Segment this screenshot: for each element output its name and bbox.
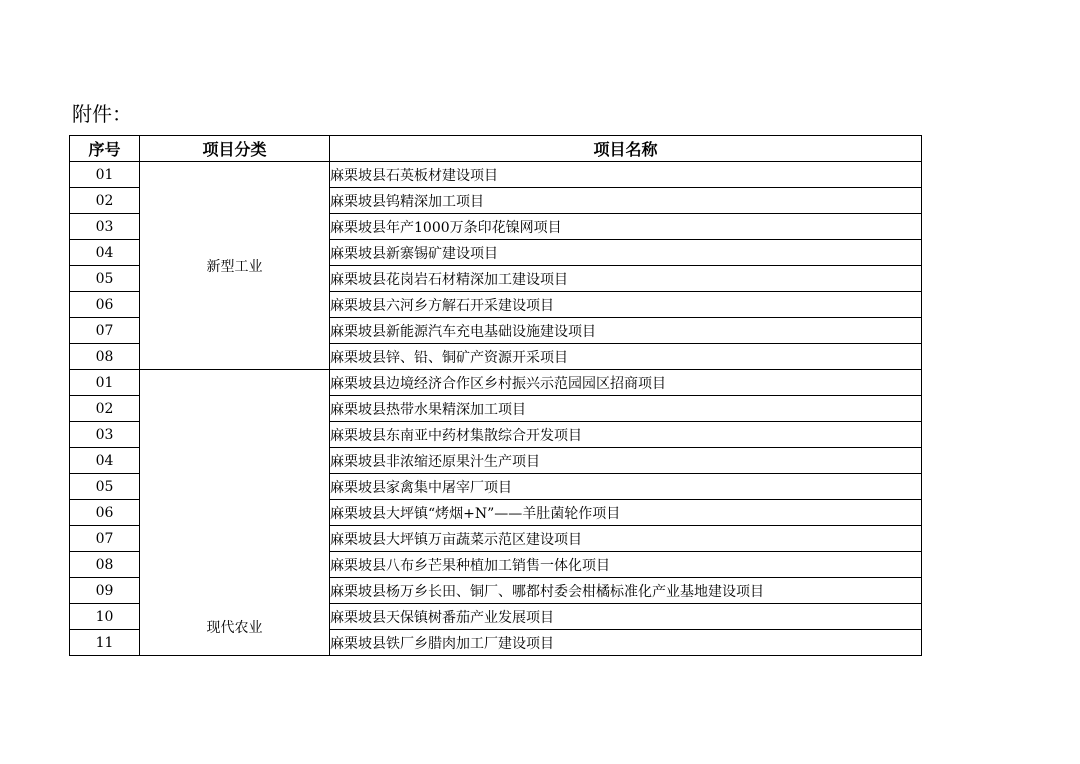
- row-name: 麻栗坡县铁厂乡腊肉加工厂建设项目: [330, 630, 922, 656]
- row-seq: 04: [70, 448, 140, 474]
- row-name: 麻栗坡县花岗岩石材精深加工建设项目: [330, 266, 922, 292]
- row-name: 麻栗坡县石英板材建设项目: [330, 162, 922, 188]
- row-name: 麻栗坡县杨万乡长田、铜厂、哪都村委会柑橘标准化产业基地建设项目: [330, 578, 922, 604]
- row-name: 麻栗坡县新寨锡矿建设项目: [330, 240, 922, 266]
- row-name: 麻栗坡县家禽集中屠宰厂项目: [330, 474, 922, 500]
- row-seq: 02: [70, 188, 140, 214]
- table-row: [70, 370, 922, 396]
- header-seq: 序号: [70, 136, 140, 162]
- row-name: 麻栗坡县锌、铅、铜矿产资源开采项目: [330, 344, 922, 370]
- row-seq: 03: [70, 422, 140, 448]
- row-seq: 02: [70, 396, 140, 422]
- row-seq: 03: [70, 214, 140, 240]
- category-cell: 现代农业: [140, 370, 330, 656]
- row-seq: 06: [70, 500, 140, 526]
- row-name: 麻栗坡县六河乡方解石开采建设项目: [330, 292, 922, 318]
- project-table: [69, 135, 922, 656]
- row-name: 麻栗坡县年产1000万条印花镍网项目: [330, 214, 922, 240]
- row-seq: 07: [70, 318, 140, 344]
- row-name: 麻栗坡县边境经济合作区乡村振兴示范园园区招商项目: [330, 370, 922, 396]
- row-seq: 10: [70, 604, 140, 630]
- row-seq: 01: [70, 370, 140, 396]
- header-name: 项目名称: [330, 136, 922, 162]
- table-header-row: [70, 136, 922, 162]
- row-seq: 07: [70, 526, 140, 552]
- row-seq: 08: [70, 552, 140, 578]
- row-seq: 05: [70, 266, 140, 292]
- attachment-label: 附件：: [72, 102, 132, 126]
- header-category: 项目分类: [140, 136, 330, 162]
- row-name: 麻栗坡县天保镇树番茄产业发展项目: [330, 604, 922, 630]
- row-seq: 08: [70, 344, 140, 370]
- row-seq: 06: [70, 292, 140, 318]
- row-name: 麻栗坡县热带水果精深加工项目: [330, 396, 922, 422]
- row-seq: 01: [70, 162, 140, 188]
- row-name: 麻栗坡县大坪镇“烤烟+N”——羊肚菌轮作项目: [330, 500, 922, 526]
- row-name: 麻栗坡县钨精深加工项目: [330, 188, 922, 214]
- row-name: 麻栗坡县大坪镇万亩蔬菜示范区建设项目: [330, 526, 922, 552]
- table-row: [70, 162, 922, 188]
- row-seq: 11: [70, 630, 140, 656]
- row-seq: 05: [70, 474, 140, 500]
- row-name: 麻栗坡县八布乡芒果种植加工销售一体化项目: [330, 552, 922, 578]
- category-cell: 新型工业: [140, 162, 330, 370]
- row-name: 麻栗坡县非浓缩还原果汁生产项目: [330, 448, 922, 474]
- row-name: 麻栗坡县新能源汽车充电基础设施建设项目: [330, 318, 922, 344]
- row-seq: 09: [70, 578, 140, 604]
- row-name: 麻栗坡县东南亚中药材集散综合开发项目: [330, 422, 922, 448]
- row-seq: 04: [70, 240, 140, 266]
